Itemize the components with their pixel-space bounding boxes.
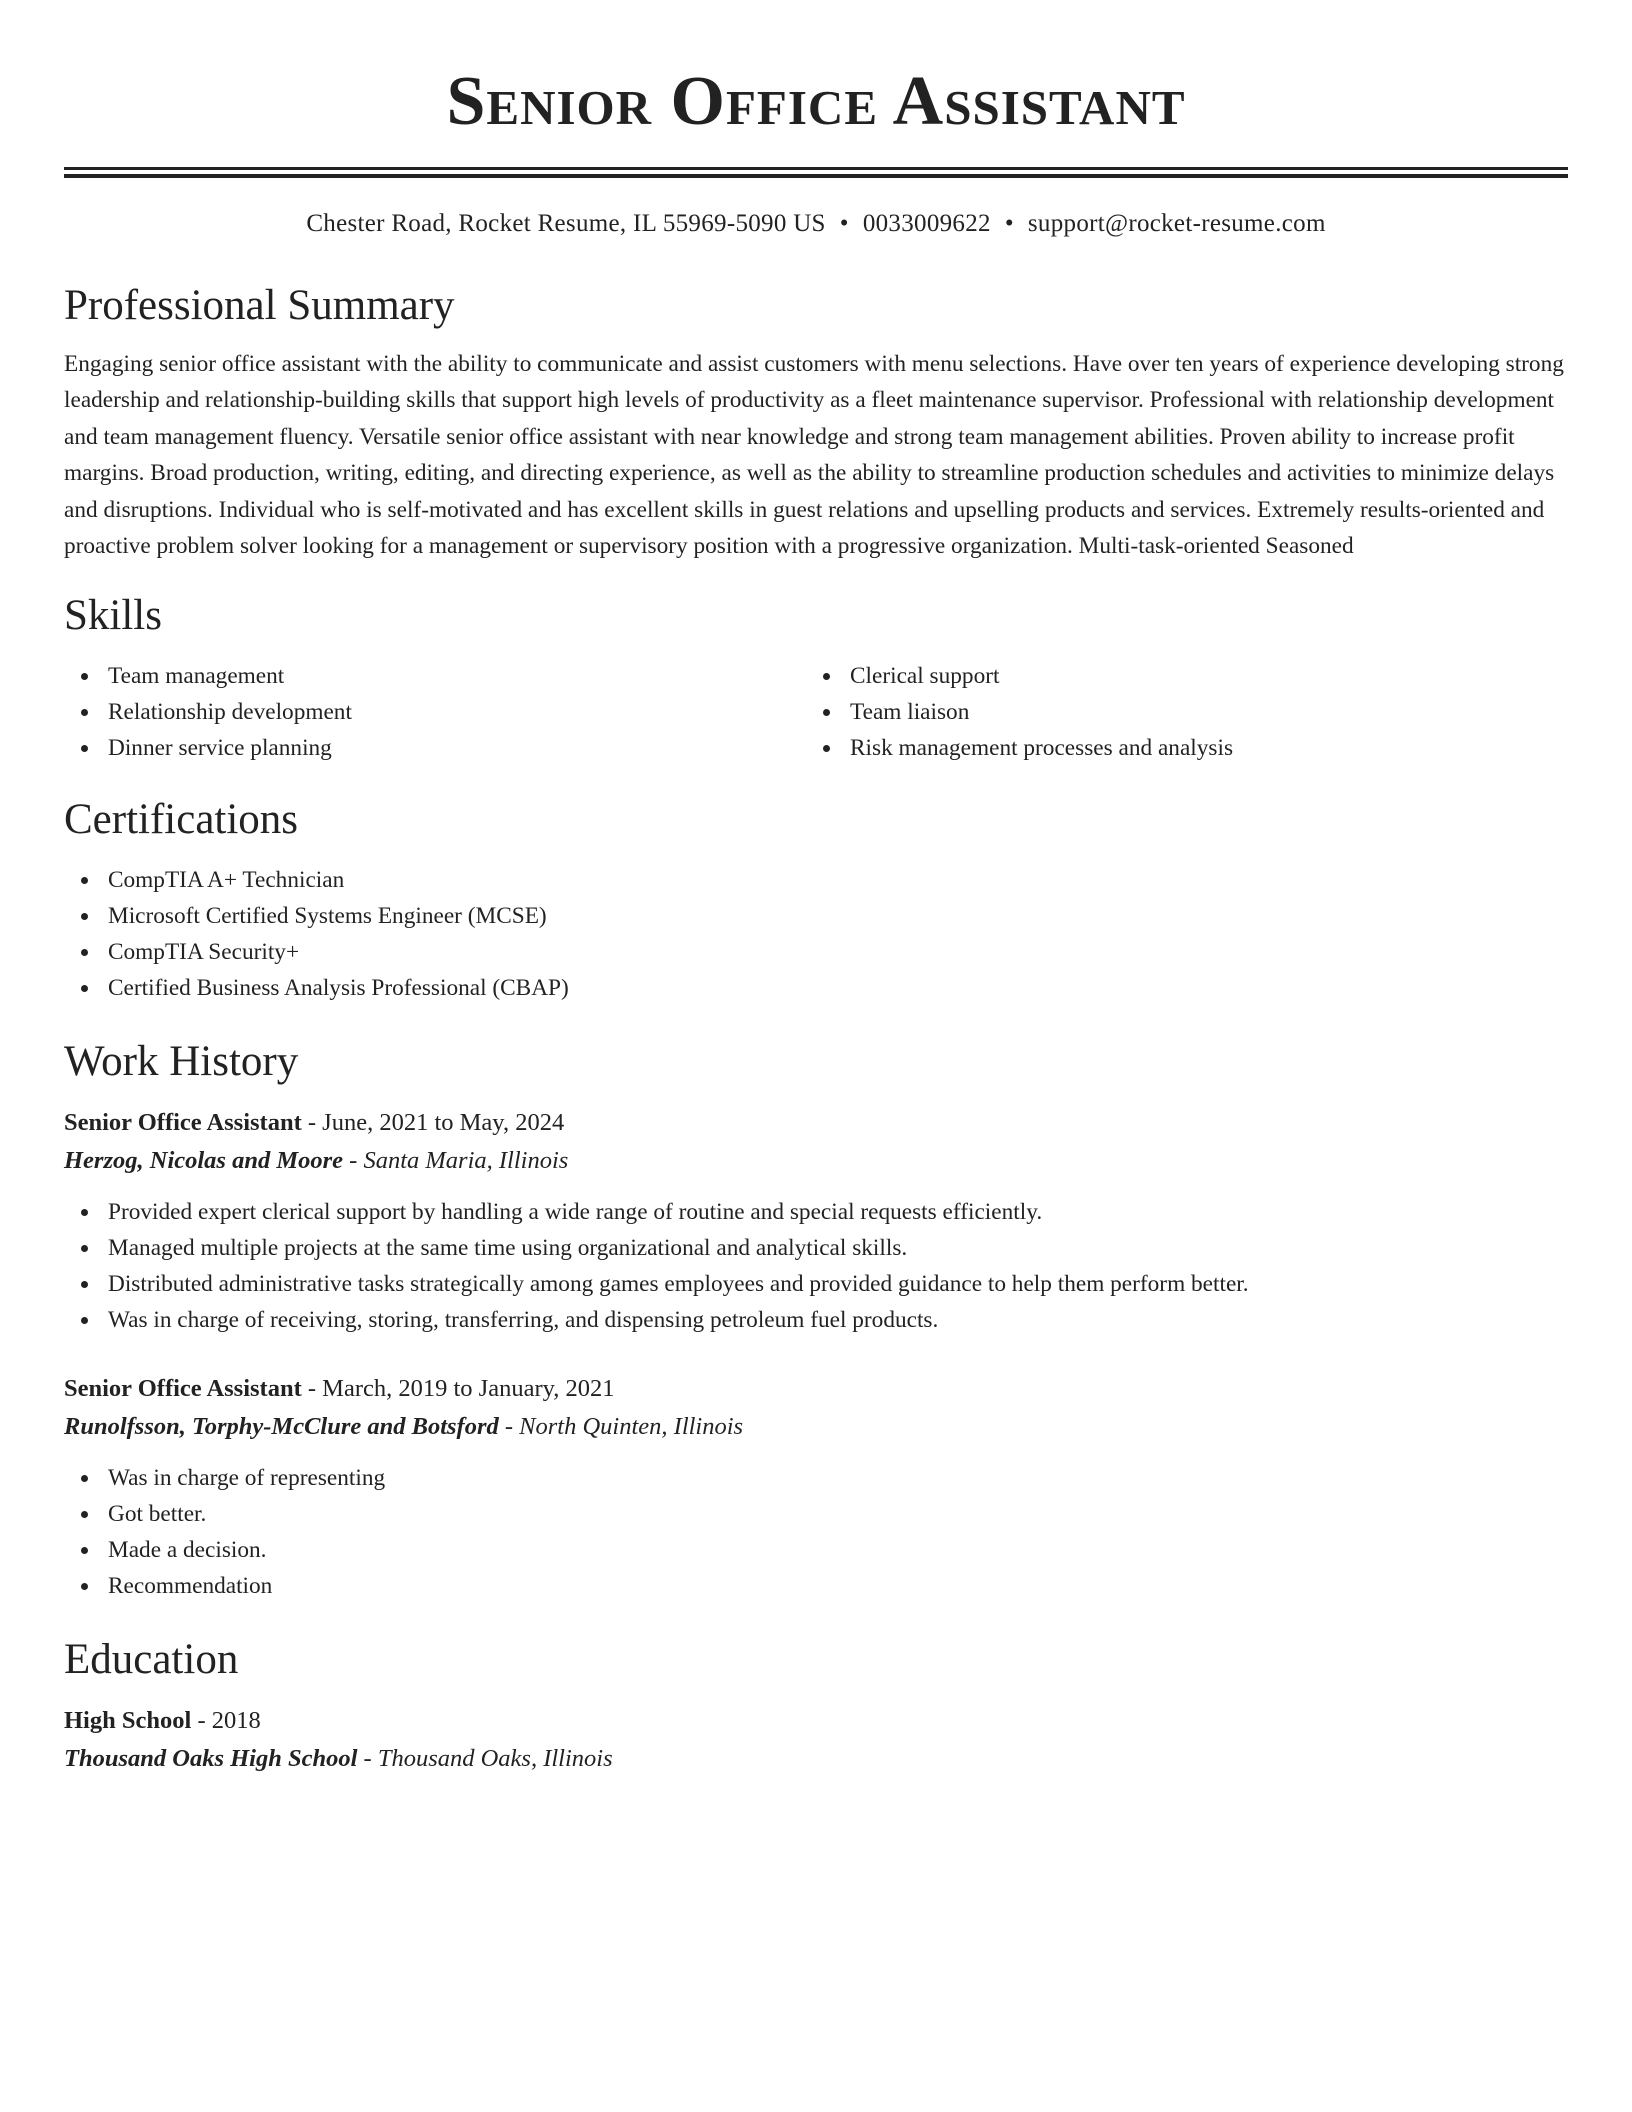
job-company: Runolfsson, Torphy-McClure and Botsford (64, 1413, 499, 1441)
contact-separator: • (839, 210, 849, 237)
skill-item: Risk management processes and analysis (806, 730, 1548, 766)
skills-section (64, 590, 1568, 766)
job-bullet: Provided expert clerical support by handling a wide range of routine and special requests efficiently. (64, 1194, 1568, 1230)
education-degree: High School (64, 1707, 192, 1735)
certifications-heading: Certifications (64, 796, 299, 844)
contact-email: support@rocket-resume.com (1027, 210, 1326, 237)
job-company-line (64, 1408, 1568, 1446)
skills-heading: Skills (64, 592, 162, 640)
job-title: Senior Office Assistant (64, 1375, 302, 1403)
skills-columns (64, 658, 1568, 766)
education-degree-line (64, 1702, 1568, 1740)
job-bullet: Was in charge of receiving, storing, transferring, and dispensing petroleum fuel products. (64, 1302, 1568, 1338)
job-title: Senior Office Assistant (64, 1109, 302, 1137)
contact-line (64, 208, 1568, 240)
certification-item: CompTIA Security+ (64, 934, 1568, 970)
skill-item: Clerical support (806, 658, 1548, 694)
job-location: - Santa Maria, Illinois (343, 1147, 569, 1175)
contact-separator: • (1004, 210, 1014, 237)
education-year: - 2018 (191, 1707, 261, 1735)
summary-section (64, 280, 1568, 564)
education-school-line (64, 1740, 1568, 1778)
contact-phone: 0033009622 (862, 210, 991, 237)
work-history-heading: Work History (64, 1038, 299, 1086)
job-bullet: Distributed administrative tasks strategically among games employees and provided guidance to help them perform better. (64, 1266, 1568, 1302)
resume-page (64, 0, 1568, 1778)
certification-item: Certified Business Analysis Professional (CBAP) (64, 970, 1568, 1006)
job-bullet: Made a decision. (64, 1532, 1568, 1568)
job-company-line (64, 1142, 1568, 1180)
education-heading: Education (64, 1636, 239, 1684)
summary-heading: Professional Summary (64, 282, 455, 329)
certifications-list (64, 862, 1568, 1006)
job-dates: - March, 2019 to January, 2021 (301, 1375, 615, 1403)
work-history-section (64, 1036, 1568, 1604)
job-title-line (64, 1104, 1568, 1142)
education-entry (64, 1702, 1568, 1778)
education-school: Thousand Oaks High School (64, 1745, 358, 1773)
job-company: Herzog, Nicolas and Moore (64, 1147, 344, 1175)
summary-text: Engaging senior office assistant with the ability to communicate and assist customers with menu selections. Have over ten years of experience developing strong leadership and relationship-building skills that support high levels of productivity as a fleet maintenance supervisor. Professional with relationship development and team management fluency. Versatile senior office assistant with near knowledge and strong team management abilities. Proven ability to increase profit margins. Broad production, writing, editing, and directing experience, as well as the ability to streamline production schedules and activities to minimize delays and disruptions. Individual who is self-motivated and has excellent skills in guest relations and upselling products and services. Extremely results-oriented and proactive problem solver looking for a management or supervisory position with a progressive organization. Multi-task-oriented Seasoned (64, 351, 1564, 560)
job-bullets (64, 1194, 1568, 1338)
skills-list-right (806, 658, 1548, 766)
job-bullets (64, 1460, 1568, 1604)
job-bullet: Recommendation (64, 1568, 1568, 1604)
job-entry (64, 1370, 1568, 1604)
certifications-section (64, 794, 1568, 1006)
job-location: - North Quinten, Illinois (498, 1413, 744, 1441)
job-title-line (64, 1370, 1568, 1408)
job-bullet: Was in charge of representing (64, 1460, 1568, 1496)
education-location: - Thousand Oaks, Illinois (357, 1745, 613, 1773)
skill-item: Team liaison (806, 694, 1548, 730)
certification-item: Microsoft Certified Systems Engineer (MCSE) (64, 898, 1568, 934)
skill-item: Dinner service planning (64, 730, 806, 766)
contact-address: Chester Road, Rocket Resume, IL 55969-5090 US (306, 210, 826, 237)
resume-name: Senior Office Assistant (446, 63, 1186, 140)
job-entry (64, 1104, 1568, 1338)
skill-item: Team management (64, 658, 806, 694)
header-double-rule (64, 167, 1568, 178)
job-dates: - June, 2021 to May, 2024 (301, 1109, 565, 1137)
job-bullet: Managed multiple projects at the same time using organizational and analytical skills. (64, 1230, 1568, 1266)
certification-item: CompTIA A+ Technician (64, 862, 1568, 898)
education-section (64, 1634, 1568, 1778)
skills-list-left (64, 658, 806, 766)
skill-item: Relationship development (64, 694, 806, 730)
job-bullet: Got better. (64, 1496, 1568, 1532)
